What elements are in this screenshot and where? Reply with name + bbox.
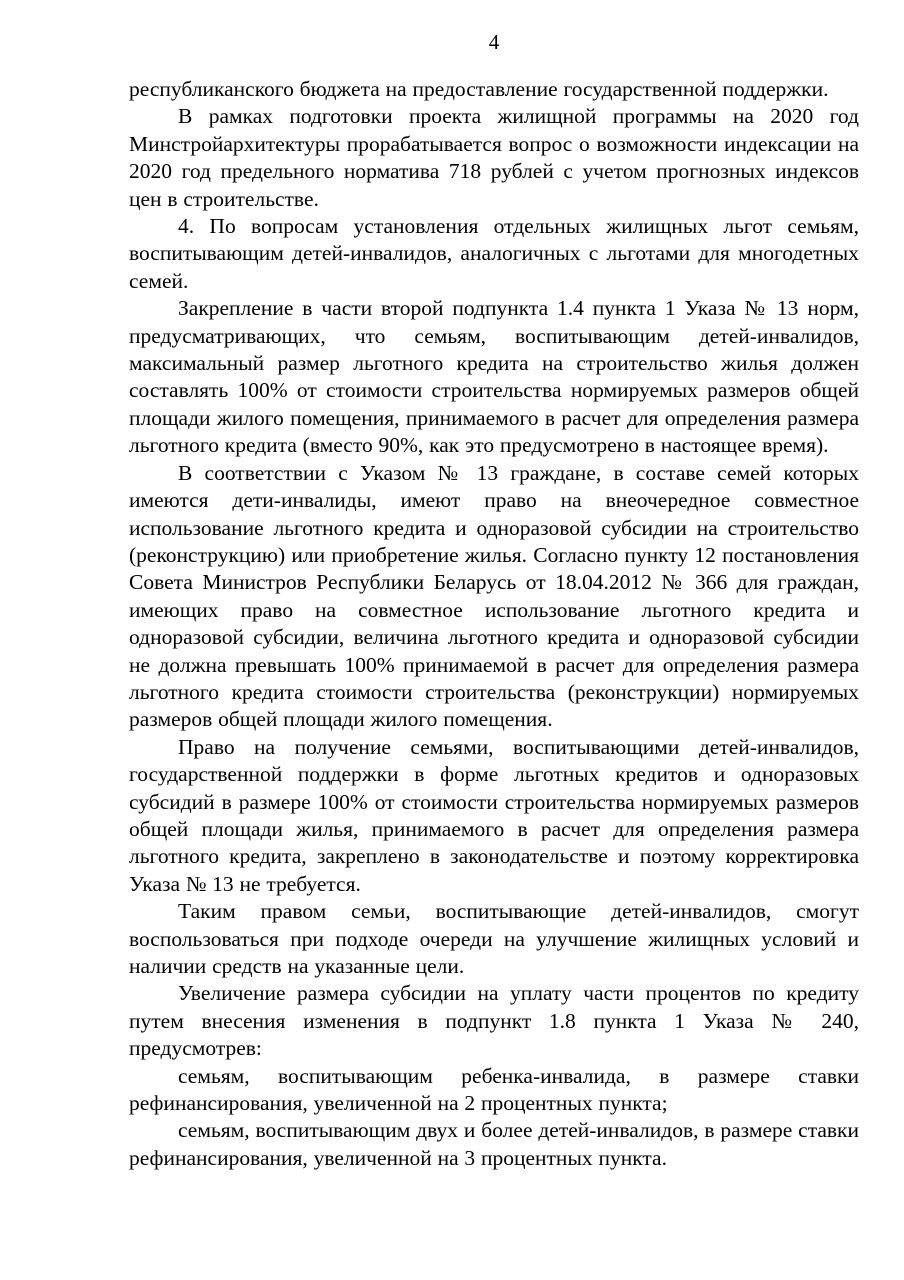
paragraph: В соответствии с Указом № 13 граждане, в составе семей которых имеются дети-инвалиды, имеют право на внеочередное совместное использование льготного кредита и одноразовой субсидии на строительство (реконструкцию) или приобретение жилья. Согласно пункту 12 постановления Совета Министров Республики Беларусь от 18.04.2012 № 366 для граждан, имеющих право на совместное использование льготного кредита и одноразовой субсидии, величина льготного кредита и одноразовой субсидии не должна превышать 100% принимаемой в расчет для определения размера льготного кредита стоимости строительства (реконструкции) нормируемых размеров общей площади жилого помещения. — [129, 460, 859, 732]
paragraph: Закрепление в части второй подпункта 1.4 пункта 1 Указа № 13 норм, предусматривающих, что семьям, воспитывающим детей-инвалидов, максимальный размер льготного кредита на строительство жилья должен составлять 100% от стоимости строительства нормируемых размеров общей площади жилого помещения, принимаемого в расчет для определения размера льготного кредита (вместо 90%, как это предусмотрено в настоящее время). — [129, 296, 859, 458]
paragraph: республиканского бюджета на предоставление государственной поддержки. — [129, 77, 829, 101]
paragraph: В рамках подготовки проекта жилищной программы на 2020 год Минстройархитектуры прорабатывается вопрос о возможности индексации на 2020 год предельного норматива 718 рублей с учетом прогнозных индексов цен в строительстве. — [129, 104, 859, 211]
document-body — [129, 76, 859, 1172]
paragraph: 4. По вопросам установления отдельных жилищных льгот семьям, воспитывающим детей-инвалидов, аналогичных с льготами для многодетных семей. — [129, 214, 859, 293]
paragraph: Таким правом семьи, воспитывающие детей-инвалидов, смогут воспользоваться при подходе очереди на улучшение жилищных условий и наличии средств на указанные цели. — [129, 899, 859, 978]
paragraph: Право на получение семьями, воспитывающими детей-инвалидов, государственной поддержки в форме льготных кредитов и одноразовых субсидий в размере 100% от стоимости строительства нормируемых размеров общей площади жилья, принимаемого в расчет для определения размера льготного кредита, закреплено в законодательстве и поэтому корректировка Указа № 13 не требуется. — [129, 734, 859, 896]
page-number: 4 — [488, 30, 500, 54]
paragraph: семьям, воспитывающим двух и более детей-инвалидов, в размере ставки рефинансирования, увеличенной на 3 процентных пункта. — [129, 1118, 859, 1170]
paragraph: Увеличение размера субсидии на уплату части процентов по кредиту путем внесения изменения в подпункт 1.8 пункта 1 Указа № 240, предусмотрев: — [129, 981, 859, 1061]
paragraph: семьям, воспитывающим ребенка-инвалида, в размере ставки рефинансирования, увеличенной на 2 процентных пункта; — [129, 1063, 859, 1116]
